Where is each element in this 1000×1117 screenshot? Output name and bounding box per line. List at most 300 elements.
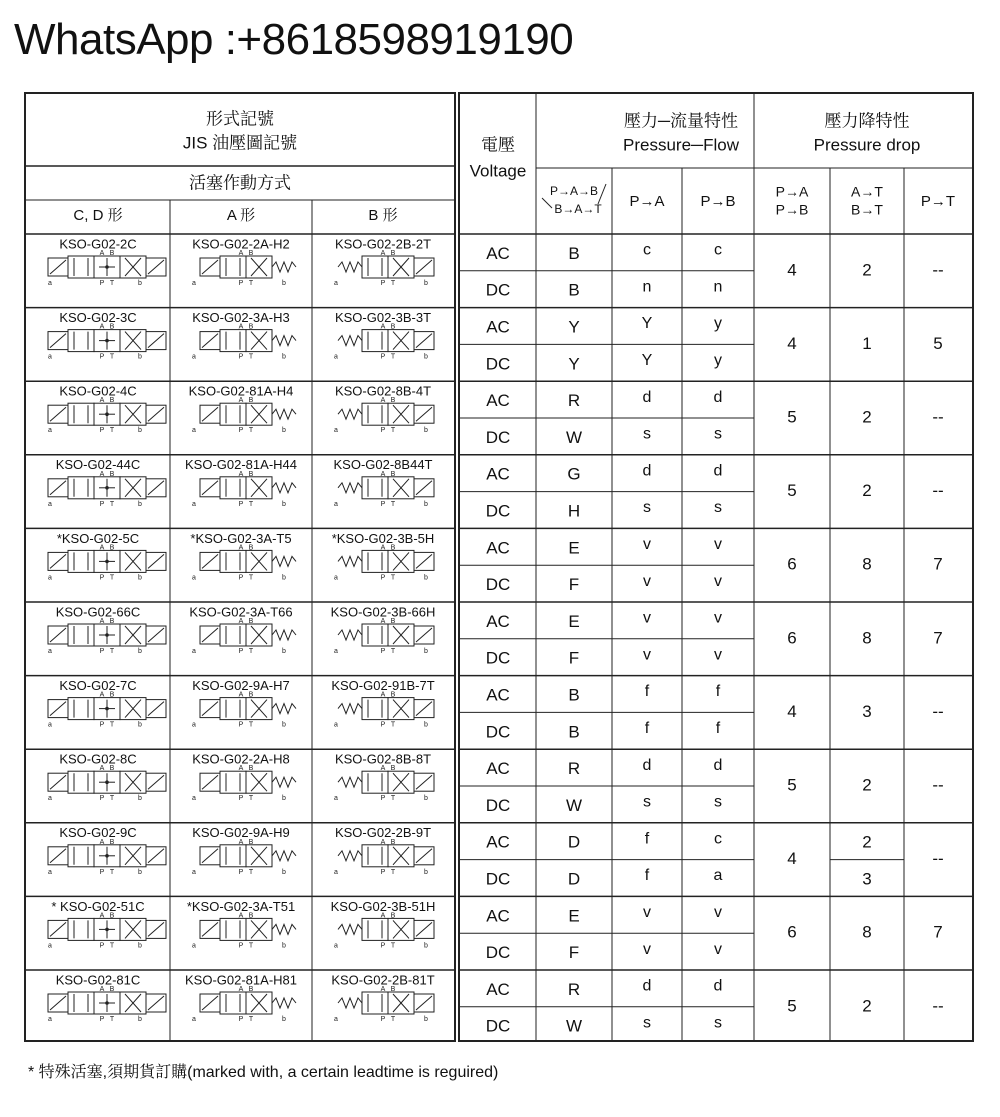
flow-combo-cell: F xyxy=(568,575,580,595)
characteristics-table-panel xyxy=(458,92,974,1042)
pressure-drop-pt: -- xyxy=(932,775,944,795)
port-label-b: b xyxy=(138,868,142,876)
flow-pa-cell: s xyxy=(643,499,651,517)
table-title: 形式記號 xyxy=(206,109,274,129)
port-label-a: a xyxy=(334,648,338,655)
port-label-p: P xyxy=(380,427,386,435)
port-label-t: T xyxy=(248,648,254,655)
flow-combo-cell: W xyxy=(565,427,583,447)
port-label-b: b xyxy=(424,1016,428,1023)
flow-pa-cell: f xyxy=(644,830,650,848)
port-label-a: a xyxy=(334,353,338,361)
port-label-p: P xyxy=(99,648,105,655)
port-label-a: a xyxy=(192,353,196,361)
port-label-a-port: A xyxy=(380,618,386,625)
port-label-b-port: B xyxy=(109,765,115,773)
flow-pa-cell: n xyxy=(642,278,652,296)
port-label-b-port: B xyxy=(248,397,254,405)
hydraulic-symbol-icon xyxy=(48,397,166,434)
hydraulic-symbol-icon xyxy=(192,765,296,802)
port-label-b-port: B xyxy=(248,470,254,478)
subheader-pd1: P→B xyxy=(775,201,809,218)
flow-pb-cell: v xyxy=(714,572,722,590)
port-label-a: a xyxy=(334,868,338,876)
port-label-b: b xyxy=(138,280,142,287)
port-label-a: a xyxy=(192,721,196,729)
port-label-t: T xyxy=(248,721,254,729)
port-label-p: P xyxy=(380,868,386,876)
port-label-t: T xyxy=(109,353,115,361)
flow-combo-cell: G xyxy=(567,464,581,484)
pressure-drop-pa-pb: 4 xyxy=(787,333,797,353)
port-label-a-port: A xyxy=(380,986,386,993)
port-label-t: T xyxy=(248,280,254,287)
port-label-a-port: A xyxy=(99,691,105,699)
port-label-b-port: B xyxy=(390,544,396,552)
voltage-cell: DC xyxy=(485,795,511,815)
port-label-b: b xyxy=(138,795,142,803)
port-label-b-port: B xyxy=(390,397,396,405)
flow-pb-cell: y xyxy=(714,352,722,370)
port-label-t: T xyxy=(248,500,254,508)
flow-pa-cell: f xyxy=(644,720,650,738)
port-label-a: a xyxy=(334,427,338,435)
port-label-a: a xyxy=(334,942,338,950)
voltage-cell: DC xyxy=(485,427,511,447)
port-label-t: T xyxy=(109,1016,115,1023)
hydraulic-symbol-icon xyxy=(334,765,434,802)
model-code: *KSO-G02-3A-T5 xyxy=(190,530,292,546)
port-label-t: T xyxy=(390,500,396,508)
port-label-a-port: A xyxy=(380,691,386,699)
port-label-a-port: A xyxy=(238,912,244,920)
pressure-drop-at-bt: 3 xyxy=(862,701,872,721)
flow-combo-cell: B xyxy=(568,243,580,263)
flow-pb-cell: n xyxy=(713,278,723,296)
hydraulic-symbol-icon xyxy=(334,324,434,361)
model-code: *KSO-G02-5C xyxy=(56,530,140,546)
hydraulic-symbol-icon xyxy=(192,839,296,876)
hydraulic-symbol-icon xyxy=(48,250,166,287)
pressure-drop-pa-pb: 4 xyxy=(787,260,797,280)
port-label-p: P xyxy=(238,648,244,655)
port-label-a: a xyxy=(48,574,52,582)
hydraulic-symbol-icon xyxy=(48,471,166,508)
flow-pb-cell: d xyxy=(713,388,723,406)
port-label-a-port: A xyxy=(380,397,386,405)
port-label-t: T xyxy=(109,942,115,950)
port-label-t: T xyxy=(109,574,115,582)
port-label-b-port: B xyxy=(109,838,115,846)
model-code: KSO-G02-2A-H2 xyxy=(192,236,290,252)
pressure-flow-header-en: Pressure─Flow xyxy=(623,135,739,155)
junction-dot xyxy=(105,707,109,711)
hydraulic-symbol-icon xyxy=(48,839,166,876)
port-label-b-port: B xyxy=(390,838,396,846)
symbol-table xyxy=(26,94,454,1040)
model-code: KSO-G02-81A-H4 xyxy=(188,383,294,399)
port-label-b-port: B xyxy=(248,912,254,920)
pressure-drop-pt: -- xyxy=(932,407,944,427)
flow-combo-cell: R xyxy=(567,391,581,411)
port-label-b-port: B xyxy=(109,323,115,331)
flow-combo-cell: H xyxy=(567,501,581,521)
flow-combo-cell: B xyxy=(568,280,580,300)
port-label-b-port: B xyxy=(390,470,396,478)
port-label-p: P xyxy=(238,942,244,950)
model-code: *KSO-G02-3A-T51 xyxy=(186,898,296,914)
model-code: KSO-G02-8B-8T xyxy=(334,751,432,767)
port-label-p: P xyxy=(238,574,244,582)
port-label-b-port: B xyxy=(248,838,254,846)
port-label-a: a xyxy=(48,648,52,655)
model-code: KSO-G02-81A-H44 xyxy=(185,457,297,473)
port-label-a: a xyxy=(334,574,338,582)
flow-combo-cell: B xyxy=(568,685,580,705)
hydraulic-symbol-icon xyxy=(334,618,434,655)
pressure-drop-header-en: Pressure drop xyxy=(813,135,921,155)
pressure-drop-at-bt: 3 xyxy=(862,869,872,889)
hydraulic-symbol-icon xyxy=(192,986,296,1023)
port-label-t: T xyxy=(390,353,396,361)
voltage-cell: DC xyxy=(485,648,511,668)
piston-action-heading: 活塞作動方式 xyxy=(189,173,291,193)
port-label-b: b xyxy=(424,648,428,655)
port-label-b-port: B xyxy=(248,765,254,773)
pressure-drop-pt: 7 xyxy=(933,554,943,574)
flow-pa-cell: v xyxy=(643,536,651,554)
pressure-drop-pt: -- xyxy=(932,996,944,1016)
flow-pb-cell: d xyxy=(713,462,723,480)
flow-combo-cell: E xyxy=(568,538,580,558)
port-label-t: T xyxy=(390,942,396,950)
port-label-b-port: B xyxy=(248,323,254,331)
voltage-cell: AC xyxy=(486,391,510,411)
port-label-b-port: B xyxy=(109,986,115,993)
model-code: KSO-G02-3B-66H xyxy=(330,604,436,620)
port-label-b: b xyxy=(282,1016,286,1023)
port-label-p: P xyxy=(99,868,105,876)
port-label-a-port: A xyxy=(380,765,386,773)
model-code: KSO-G02-81A-H81 xyxy=(185,972,297,988)
port-label-p: P xyxy=(380,1016,386,1023)
subheader-pd3: P→T xyxy=(920,192,956,210)
whatsapp-contact-text: WhatsApp :+8618598919190 xyxy=(14,15,574,64)
flow-combo-cell: Y xyxy=(568,317,580,337)
junction-dot xyxy=(105,412,109,416)
flow-pa-cell: s xyxy=(643,425,651,443)
port-label-a: a xyxy=(192,795,196,803)
flow-combo-cell: R xyxy=(567,979,581,999)
pressure-drop-at-bt: 2 xyxy=(862,832,872,852)
hydraulic-symbol-icon xyxy=(334,839,434,876)
flow-combo-cell: Y xyxy=(568,354,580,374)
port-label-p: P xyxy=(380,353,386,361)
model-code: KSO-G02-2C xyxy=(59,236,137,252)
subheader-combo: P→A→B xyxy=(549,184,599,199)
pressure-drop-at-bt: 2 xyxy=(862,775,872,795)
port-label-t: T xyxy=(109,721,115,729)
port-label-p: P xyxy=(238,280,244,287)
port-label-a: a xyxy=(192,1016,196,1023)
flow-pa-cell: v xyxy=(643,609,651,627)
flow-pb-cell: s xyxy=(714,425,722,443)
junction-dot xyxy=(105,265,109,269)
port-label-a-port: A xyxy=(380,323,386,331)
hydraulic-symbol-icon xyxy=(48,618,166,655)
port-label-b-port: B xyxy=(390,986,396,993)
hydraulic-symbol-icon xyxy=(334,986,434,1023)
pressure-flow-header: 壓力─流量特性 xyxy=(623,111,739,131)
hydraulic-symbol-icon xyxy=(192,692,296,729)
port-label-t: T xyxy=(390,721,396,729)
model-code: KSO-G02-4C xyxy=(59,383,137,399)
port-label-a-port: A xyxy=(238,691,244,699)
port-label-b: b xyxy=(138,721,142,729)
port-label-a-port: A xyxy=(380,470,386,478)
hydraulic-symbol-icon xyxy=(192,544,296,581)
port-label-b-port: B xyxy=(248,250,254,257)
pressure-drop-at-bt: 2 xyxy=(862,407,872,427)
model-code: KSO-G02-3C xyxy=(59,310,137,326)
port-label-p: P xyxy=(238,1016,244,1023)
port-label-a: a xyxy=(192,500,196,508)
hydraulic-symbol-icon xyxy=(334,912,434,949)
port-label-b: b xyxy=(424,427,428,435)
flow-pb-cell: y xyxy=(714,315,722,333)
voltage-cell: DC xyxy=(485,280,511,300)
subheader-pd2: B→T xyxy=(851,201,883,218)
port-label-a-port: A xyxy=(238,397,244,405)
port-label-t: T xyxy=(248,427,254,435)
port-label-t: T xyxy=(390,795,396,803)
port-label-b: b xyxy=(282,868,286,876)
hydraulic-symbol-icon xyxy=(192,324,296,361)
port-label-t: T xyxy=(109,648,115,655)
port-label-a-port: A xyxy=(238,470,244,478)
flow-combo-cell: B xyxy=(568,722,580,742)
flow-pa-cell: v xyxy=(643,572,651,590)
port-label-a-port: A xyxy=(380,912,386,920)
port-label-t: T xyxy=(109,280,115,287)
flow-pb-cell: d xyxy=(713,756,723,774)
port-label-a: a xyxy=(48,721,52,729)
flow-pb-cell: c xyxy=(714,241,722,259)
port-label-b: b xyxy=(424,353,428,361)
flow-pa-cell: f xyxy=(644,683,650,701)
pressure-drop-at-bt: 2 xyxy=(862,260,872,280)
pressure-drop-pa-pb: 6 xyxy=(787,554,797,574)
port-label-a: a xyxy=(48,500,52,508)
pressure-drop-at-bt: 2 xyxy=(862,996,872,1016)
junction-dot xyxy=(105,780,109,784)
port-label-a-port: A xyxy=(238,618,244,625)
column-header-2: B 形 xyxy=(368,206,398,224)
port-label-b-port: B xyxy=(248,618,254,625)
flow-pa-cell: s xyxy=(643,1014,651,1032)
diagonal-mark xyxy=(542,198,552,208)
model-code: KSO-G02-7C xyxy=(59,678,137,694)
port-label-a-port: A xyxy=(238,765,244,773)
flow-pa-cell: v xyxy=(643,646,651,664)
hydraulic-symbol-icon xyxy=(334,544,434,581)
voltage-cell: AC xyxy=(486,759,510,779)
junction-dot xyxy=(105,633,109,637)
port-label-b: b xyxy=(282,648,286,655)
port-label-a-port: A xyxy=(238,323,244,331)
model-code: KSO-G02-66C xyxy=(55,604,141,620)
port-label-b-port: B xyxy=(109,397,115,405)
flow-combo-cell: W xyxy=(565,1016,583,1036)
port-label-p: P xyxy=(99,795,105,803)
pressure-drop-pa-pb: 5 xyxy=(787,996,797,1016)
junction-dot xyxy=(105,560,109,564)
port-label-b: b xyxy=(138,353,142,361)
port-label-a: a xyxy=(334,280,338,287)
port-label-a-port: A xyxy=(238,986,244,993)
voltage-cell: AC xyxy=(486,979,510,999)
flow-pb-cell: v xyxy=(714,609,722,627)
hydraulic-symbol-icon xyxy=(192,471,296,508)
hydraulic-symbol-icon xyxy=(48,544,166,581)
model-code: KSO-G02-9C xyxy=(59,825,137,841)
flow-pb-cell: v xyxy=(714,904,722,922)
pressure-drop-at-bt: 8 xyxy=(862,554,872,574)
model-code: KSO-G02-3A-H3 xyxy=(192,310,290,326)
hydraulic-symbol-icon xyxy=(48,765,166,802)
subheader-pa: P→A xyxy=(629,192,665,210)
subheader-pd1: P→A xyxy=(775,183,809,200)
port-label-t: T xyxy=(248,795,254,803)
port-label-p: P xyxy=(238,868,244,876)
characteristics-table xyxy=(460,94,972,1040)
port-label-a-port: A xyxy=(99,544,105,552)
port-label-a-port: A xyxy=(99,470,105,478)
port-label-p: P xyxy=(99,574,105,582)
hydraulic-symbol-icon xyxy=(48,692,166,729)
port-label-b-port: B xyxy=(390,323,396,331)
pressure-drop-pa-pb: 5 xyxy=(787,481,797,501)
model-code: KSO-G02-8B-4T xyxy=(334,383,432,399)
port-label-t: T xyxy=(390,574,396,582)
port-label-t: T xyxy=(109,427,115,435)
port-label-p: P xyxy=(380,280,386,287)
flow-pa-cell: s xyxy=(643,793,651,811)
model-code: KSO-G02-44C xyxy=(55,457,141,473)
port-label-b: b xyxy=(282,942,286,950)
model-code: KSO-G02-2B-2T xyxy=(334,236,432,252)
pressure-drop-pt: -- xyxy=(932,481,944,501)
port-label-b: b xyxy=(424,574,428,582)
port-label-b-port: B xyxy=(390,691,396,699)
voltage-cell: DC xyxy=(485,501,511,521)
port-label-a-port: A xyxy=(99,323,105,331)
port-label-b: b xyxy=(282,353,286,361)
port-label-a: a xyxy=(48,353,52,361)
port-label-a-port: A xyxy=(238,544,244,552)
port-label-t: T xyxy=(248,353,254,361)
model-code: KSO-G02-2A-H8 xyxy=(192,751,290,767)
port-label-p: P xyxy=(238,721,244,729)
voltage-cell: DC xyxy=(485,869,511,889)
pressure-drop-pt: -- xyxy=(932,849,944,869)
voltage-cell: AC xyxy=(486,685,510,705)
flow-pa-cell: d xyxy=(642,756,652,774)
port-label-a-port: A xyxy=(380,544,386,552)
port-label-a: a xyxy=(334,795,338,803)
model-code: KSO-G02-2B-81T xyxy=(331,972,435,988)
port-label-p: P xyxy=(99,353,105,361)
port-label-a: a xyxy=(48,868,52,876)
port-label-a: a xyxy=(192,868,196,876)
hydraulic-symbol-icon xyxy=(334,397,434,434)
flow-pb-cell: c xyxy=(714,830,722,848)
port-label-a-port: A xyxy=(99,618,105,625)
port-label-b: b xyxy=(138,1016,142,1023)
pressure-drop-at-bt: 1 xyxy=(862,333,872,353)
subheader-pd2: A→T xyxy=(851,183,883,200)
port-label-b-port: B xyxy=(109,618,115,625)
port-label-b: b xyxy=(138,942,142,950)
flow-pb-cell: v xyxy=(714,536,722,554)
voltage-cell: DC xyxy=(485,354,511,374)
port-label-p: P xyxy=(99,500,105,508)
flow-pb-cell: f xyxy=(715,720,721,738)
port-label-b: b xyxy=(282,427,286,435)
port-label-t: T xyxy=(248,1016,254,1023)
model-code: * KSO-G02-51C xyxy=(51,898,145,914)
port-label-p: P xyxy=(380,721,386,729)
port-label-p: P xyxy=(380,648,386,655)
column-header-1: A 形 xyxy=(226,206,256,224)
flow-pa-cell: v xyxy=(643,904,651,922)
model-code: *KSO-G02-3B-5H xyxy=(331,530,435,546)
port-label-b: b xyxy=(424,721,428,729)
port-label-a: a xyxy=(192,280,196,287)
port-label-p: P xyxy=(99,721,105,729)
port-label-b: b xyxy=(282,721,286,729)
model-code: KSO-G02-3A-T66 xyxy=(189,604,293,620)
port-label-b: b xyxy=(138,500,142,508)
port-label-a-port: A xyxy=(238,250,244,257)
port-label-a: a xyxy=(48,1016,52,1023)
flow-pa-cell: f xyxy=(644,867,650,885)
port-label-a: a xyxy=(48,280,52,287)
port-label-p: P xyxy=(238,353,244,361)
pressure-drop-pt: 7 xyxy=(933,922,943,942)
port-label-a: a xyxy=(192,942,196,950)
port-label-a-port: A xyxy=(99,912,105,920)
model-code: KSO-G02-81C xyxy=(55,972,141,988)
port-label-t: T xyxy=(248,574,254,582)
port-label-p: P xyxy=(99,942,105,950)
port-label-t: T xyxy=(109,795,115,803)
port-label-p: P xyxy=(380,500,386,508)
port-label-t: T xyxy=(390,280,396,287)
footnote: * 特殊活塞,須期貨訂購(marked with, a certain leadtime is reguired) xyxy=(28,1064,499,1081)
junction-dot xyxy=(105,854,109,858)
port-label-b-port: B xyxy=(390,765,396,773)
port-label-b: b xyxy=(282,500,286,508)
port-label-b: b xyxy=(138,427,142,435)
port-label-p: P xyxy=(99,280,105,287)
flow-combo-cell: D xyxy=(567,832,581,852)
port-label-a: a xyxy=(192,427,196,435)
flow-combo-cell: W xyxy=(565,795,583,815)
port-label-a: a xyxy=(48,427,52,435)
port-label-b-port: B xyxy=(109,470,115,478)
hydraulic-symbol-icon xyxy=(192,912,296,949)
